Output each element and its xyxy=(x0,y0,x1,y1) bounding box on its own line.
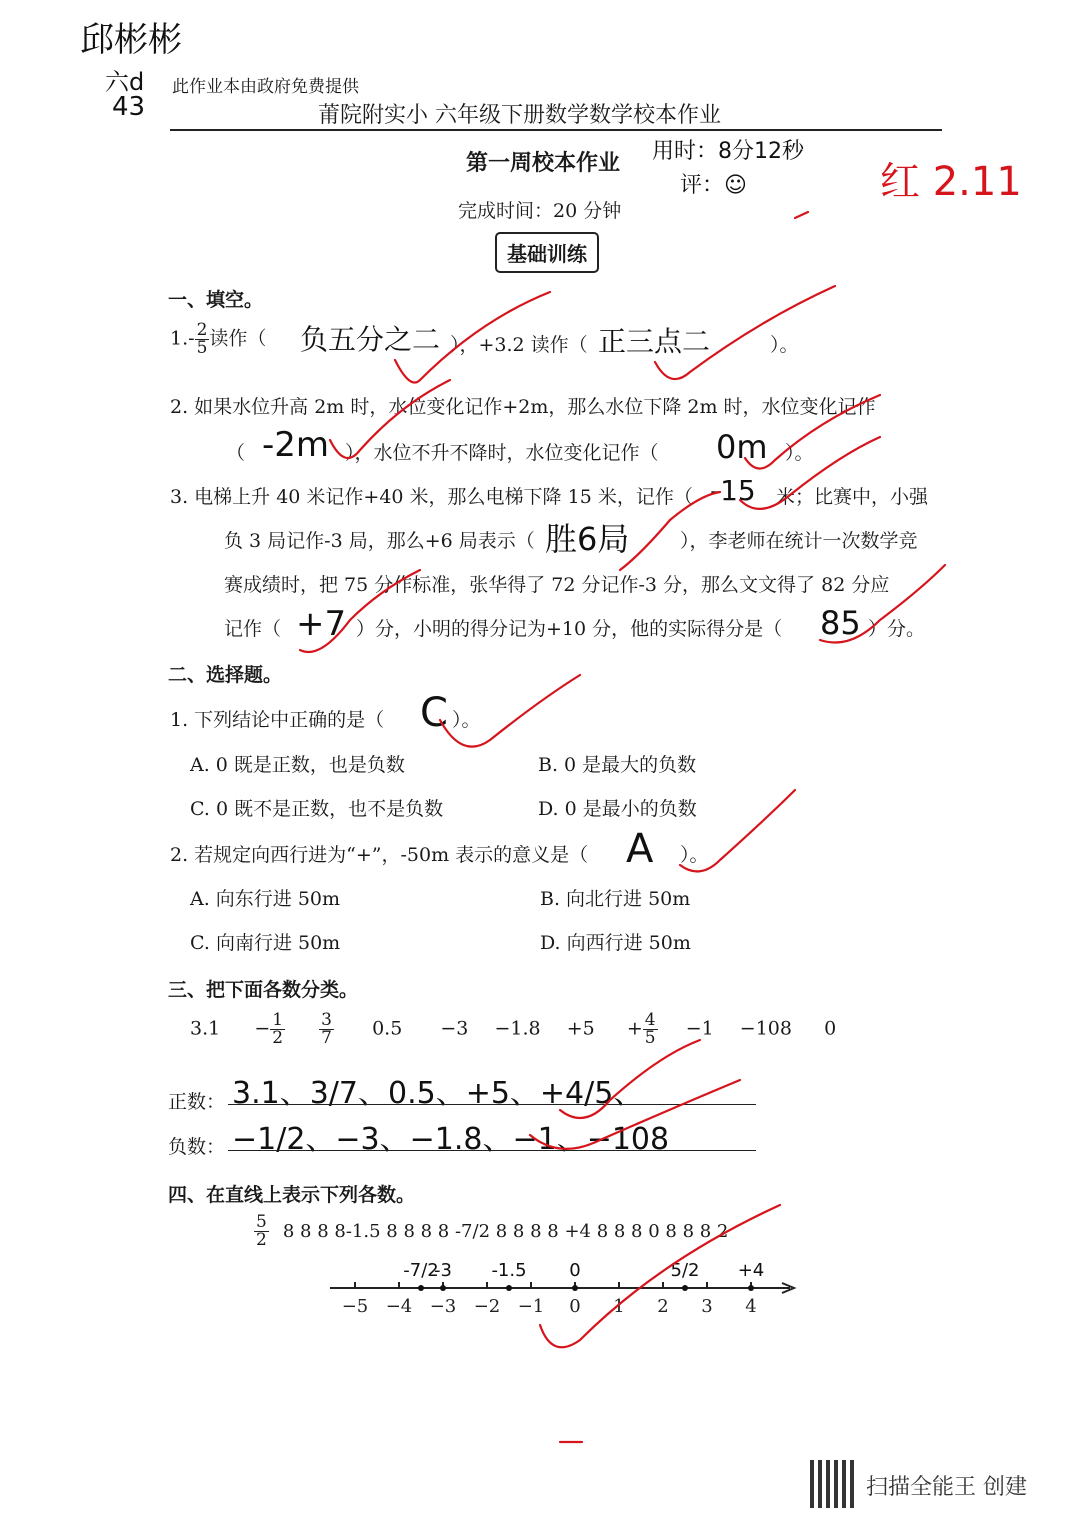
axis-tick-label: −4 xyxy=(385,1296,413,1317)
axis-tick-label: 4 xyxy=(745,1296,757,1317)
plotted-point xyxy=(682,1285,688,1291)
number-pos-four-fifths-sign: + xyxy=(626,1017,643,1040)
q1-answer1: 负五分之二 xyxy=(300,323,441,356)
plotted-point-label: 5/2 xyxy=(670,1260,700,1281)
fill-q3-line4c: ）分。 xyxy=(868,618,926,640)
q1-end: ）。 xyxy=(770,334,799,356)
choice-q1-stem: 1. 下列结论中正确的是（ xyxy=(170,709,385,731)
choice-q2-option-c: C. 向南行进 50m xyxy=(190,932,341,954)
classify-numbers xyxy=(190,1012,836,1047)
section-1-heading: 一、填空。 xyxy=(168,289,264,311)
choice-q2-option-b: B. 向北行进 50m xyxy=(540,888,691,910)
fill-q3-line4b: ）分，小明的得分记为+10 分，他的实际得分是（ xyxy=(356,618,783,640)
fill-q3-line1b: 米；比赛中，小强 xyxy=(776,486,929,508)
plotted-point xyxy=(440,1285,446,1291)
student-name: 邱彬彬 xyxy=(80,20,182,60)
axis-tick-label: 0 xyxy=(569,1296,581,1317)
numberline-prompt xyxy=(254,1214,728,1249)
section-3-heading: 三、把下面各数分类。 xyxy=(168,979,359,1001)
free-note: 此作业本由政府免费提供 xyxy=(172,77,359,97)
section-badge: 基础训练 xyxy=(495,232,599,273)
fill-q1 xyxy=(170,322,266,357)
fraction-numerator: 3 xyxy=(321,1010,332,1030)
number-pos-5: +5 xyxy=(566,1017,595,1040)
q1-prefix: 1. xyxy=(170,327,189,350)
positive-label: 正数： xyxy=(168,1091,226,1113)
q2-answer2: 0m xyxy=(716,428,768,466)
axis-tick-label: −5 xyxy=(341,1296,369,1317)
negative-label: 负数： xyxy=(168,1136,226,1158)
prompt-garbled-text: 8 8 8 8-1.5 8 8 8 8 -7/2 8 8 8 8 +4 8 8 8 0 8 8 8 2 xyxy=(282,1220,729,1242)
plotted-point-label: -1.5 xyxy=(491,1260,527,1281)
number-three-sevenths xyxy=(319,1012,334,1047)
choice-q1-end: ）。 xyxy=(452,709,481,731)
negative-answer: −1/2、−3、−1.8、−1、−108 xyxy=(232,1122,670,1157)
axis-tick-label: −3 xyxy=(429,1296,457,1317)
fill-q2-line1: 2. 如果水位升高 2m 时，水位变化记作+2m，那么水位下降 2m 时，水位变化记作 xyxy=(170,396,876,418)
plotted-point xyxy=(748,1285,754,1291)
plotted-point xyxy=(418,1285,424,1291)
number-3-1: 3.1 xyxy=(190,1017,221,1040)
q1-read-as: 读作（ xyxy=(209,327,267,350)
time-used: 用时：8分12秒 xyxy=(652,139,804,164)
q1-sign: - xyxy=(188,327,195,350)
choice-q2-end: ）。 xyxy=(680,844,709,866)
plotted-point xyxy=(506,1285,512,1291)
fill-q3-line1a: 3. 电梯上升 40 米记作+40 米，那么电梯下降 15 米，记作（ xyxy=(170,486,693,508)
choice-q1-option-c: C. 0 既不是正数，也不是负数 xyxy=(190,798,444,820)
axis-arrow xyxy=(782,1283,794,1293)
scanner-label: 扫描全能王 创建 xyxy=(866,1475,1027,1500)
fill-q3-line2b: ），李老师在统计一次数学竞 xyxy=(680,530,918,552)
section-2-heading: 二、选择题。 xyxy=(168,664,283,686)
fraction-denominator: 5 xyxy=(644,1028,656,1048)
fraction-denominator: 7 xyxy=(321,1028,332,1048)
student-number: 43 xyxy=(112,92,146,122)
positive-answer: 3.1、3/7、0.5、+5、+4/5、 xyxy=(232,1076,644,1111)
q2-open: （ xyxy=(226,442,246,464)
axis-tick-label: 1 xyxy=(613,1296,625,1317)
axis-tick-label: −2 xyxy=(473,1296,501,1317)
choice-q1-option-d: D. 0 是最小的负数 xyxy=(538,798,697,820)
q2-middle: ），水位不升不降时，水位变化记作（ xyxy=(345,442,659,464)
number-neg-3: −3 xyxy=(440,1017,469,1040)
plotted-point-label: -3 xyxy=(434,1260,452,1281)
number-pos-four-fifths xyxy=(643,1012,658,1047)
grader-mark: 红 2.11 xyxy=(880,159,1022,205)
fraction-numerator: 5 xyxy=(256,1212,267,1232)
choice-q2-option-d: D. 向西行进 50m xyxy=(540,932,691,954)
axis-tick-label: 3 xyxy=(701,1296,713,1317)
page-title: 第一周校本作业 xyxy=(466,151,621,176)
plotted-point-label: 0 xyxy=(569,1260,581,1281)
fraction-denominator: 2 xyxy=(272,1028,284,1048)
plotted-point-label: +4 xyxy=(737,1260,765,1281)
number-neg-108: −108 xyxy=(739,1017,792,1040)
axis-tick-label: −1 xyxy=(517,1296,545,1317)
fill-q3-line2a: 负 3 局记作-3 局，那么+6 局表示（ xyxy=(224,530,535,552)
fraction-numerator: 4 xyxy=(644,1010,656,1030)
qr-code xyxy=(810,1460,858,1508)
prompt-fraction xyxy=(254,1214,269,1249)
number-neg-1: −1 xyxy=(685,1017,714,1040)
choice-q1-option-b: B. 0 是最大的负数 xyxy=(538,754,697,776)
choice-q1-option-a: A. 0 既是正数，也是负数 xyxy=(190,754,405,776)
q3-answer2: 胜6局 xyxy=(545,520,630,558)
axis-tick-label: 2 xyxy=(657,1296,669,1317)
number-neg-half xyxy=(270,1012,285,1047)
section-4-heading: 四、在直线上表示下列各数。 xyxy=(168,1184,416,1206)
number-neg-1-8: −1.8 xyxy=(494,1017,541,1040)
tick-mark xyxy=(795,212,808,218)
number-neg-half-sign: − xyxy=(254,1017,271,1040)
q3-answer1: -15 xyxy=(710,474,756,507)
choice-q2-option-a: A. 向东行进 50m xyxy=(190,888,341,910)
rating: 评：☺ xyxy=(680,173,747,198)
fill-q3-line3: 赛成绩时，把 75 分作标准，张华得了 72 分记作-3 分，那么文文得了 82 分应 xyxy=(224,574,890,596)
q2-answer1: -2m xyxy=(262,425,330,465)
fraction-denominator: 2 xyxy=(256,1230,267,1250)
fraction-numerator: 2 xyxy=(196,320,208,340)
fraction-denominator: 5 xyxy=(196,338,208,358)
q1-middle: ），+3.2 读作（ xyxy=(450,334,588,356)
school-title: 莆院附实小 六年级下册数学数学校本作业 xyxy=(318,103,721,128)
plotted-point xyxy=(572,1285,578,1291)
q1-answer2: 正三点二 xyxy=(598,325,711,358)
negative-answer-line xyxy=(228,1150,756,1151)
choice-q2-answer: A xyxy=(626,826,654,872)
fraction xyxy=(195,322,210,357)
fraction-numerator: 1 xyxy=(272,1010,284,1030)
plotted-point-label: -7/2 xyxy=(403,1260,439,1281)
number-0-5: 0.5 xyxy=(372,1017,403,1040)
fill-q3-line4a: 记作（ xyxy=(224,618,282,640)
q3-answer3: +7 xyxy=(296,604,347,644)
completion-time: 完成时间：20 分钟 xyxy=(458,200,622,222)
choice-q2-stem: 2. 若规定向西行进为“+”，-50m 表示的意义是（ xyxy=(170,844,589,866)
q3-answer4: 85 xyxy=(820,604,861,642)
positive-answer-line xyxy=(228,1104,756,1105)
header-rule xyxy=(170,129,942,131)
class-code: 六d xyxy=(105,68,145,96)
q2-end: ）。 xyxy=(785,442,814,464)
choice-q1-answer: C xyxy=(420,690,448,736)
number-0: 0 xyxy=(824,1017,837,1040)
